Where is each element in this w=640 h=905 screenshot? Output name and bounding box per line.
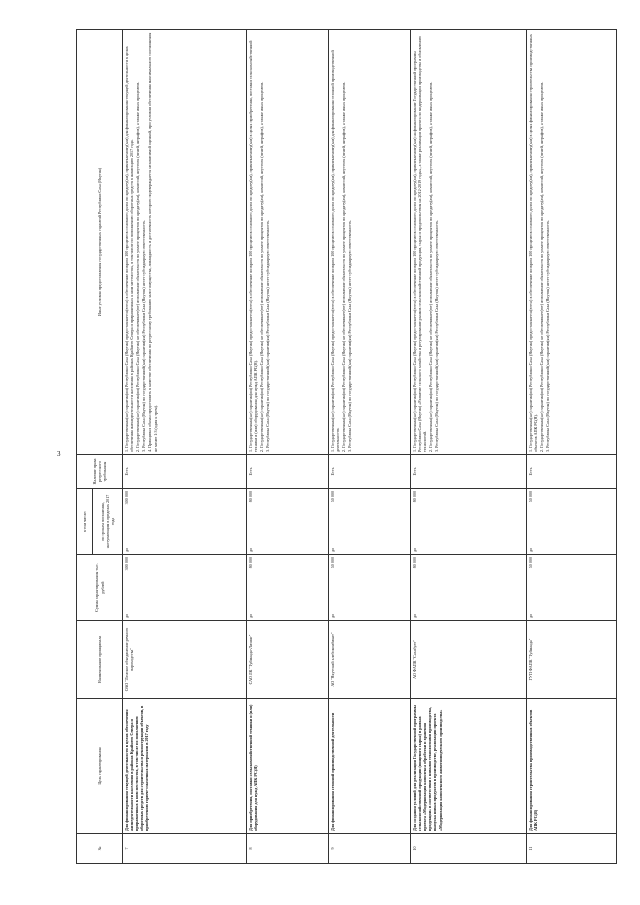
table-row: [411, 30, 527, 864]
incl-value: 80 000: [248, 491, 253, 503]
row-incl: [329, 489, 411, 555]
condition-text: 3. Республика Саха (Якутия) по государственной(ым) гарантии(ям) Республики Саха (Якутия) несет субсидиарную ответственность.: [347, 219, 353, 452]
row-regress: Есть: [329, 455, 411, 489]
row-principal: ГУП ФАПК "Туймаада": [527, 621, 617, 699]
row-conditions: [247, 30, 329, 455]
row-incl: [411, 489, 527, 555]
condition-text: 2. Государственная(ые) гарантия(ии) Республики Саха (Якутия) не обеспечивает(ют) исполнение обязательств по уплате процентов по кредиту(ам), комиссий, неустоек (пеней, штрафов), а также иных процентов.: [341, 81, 347, 452]
row-principal: САО ЛК "Туймаада-Лизинг": [247, 621, 329, 699]
sum-prefix: до: [248, 613, 253, 618]
table-row: [527, 30, 617, 864]
condition-text: 2. Государственная(ые) гарантия(ии) Республики Саха (Якутия) не обеспечивает(ют) исполнение обязательств по уплате процентов по кредиту(ам), комиссий, неустоек (пеней, штрафов), а также иных процентов.: [539, 81, 545, 452]
rotated-table-wrapper: [76, 30, 616, 864]
row-sum: [123, 555, 247, 621]
sum-value: 300 000: [124, 557, 129, 571]
row-goal: Для финансирования строительства производственных объектов АПК РС(Я): [527, 699, 617, 834]
header-regress: Наличие права регрессного требования: [77, 455, 123, 489]
sum-prefix: до: [330, 613, 335, 618]
header-incl: в том числе:: [77, 489, 93, 555]
row-goal: Для приобретения, поставки сельскохозяйственной техники и (или) оборудования для нужд АПК РС(Я): [247, 699, 329, 834]
row-goal: Для финансирования текущей деятельности в целях обеспечения жизнедеятельности населения в районах Крайнего Севера и приравненных к ним местностях, в том числе по пополнению оборотных средств для строительства и реконструкции объектов, в приобретению горюче-смазочных материалов в 2017 году: [123, 699, 247, 834]
row-num: 7: [123, 834, 247, 864]
incl-prefix: до: [528, 547, 533, 552]
condition-text: 2. Государственная(ые) гарантия(ии) Республики Саха (Якутия) не обеспечивает(ют) исполнение обязательств по уплате процентов по кредиту(ам), комиссий, неустоек (пеней, штрафов), а также иных процентов.: [259, 81, 265, 452]
row-regress: Есть: [123, 455, 247, 489]
row-goal: Для финансирования сезонной производственной деятельности: [329, 699, 411, 834]
row-regress: Есть: [527, 455, 617, 489]
header-num: №: [77, 834, 123, 864]
sum-value: 80 000: [248, 557, 253, 569]
condition-text: 2. Государственная(ые) гарантия(ии) Республики Саха (Якутия) не обеспечивает(ют) исполнение обязательств по уплате процентов по кредиту(ам), комиссий, неустоек (пеней, штрафов), а также иных процентов.: [135, 81, 141, 452]
guarantee-table: [76, 29, 617, 864]
sum-prefix: до: [412, 613, 417, 618]
sum-value: 50 000: [528, 557, 533, 569]
row-conditions: [329, 30, 411, 455]
condition-text: 3. Республика Саха (Якутия) по государственной(ым) гарантии(ям) Республики Саха (Якутия) несет субсидиарную ответственность.: [141, 219, 147, 452]
row-principal: ОАО "Ленское объединение речного пароходства": [123, 621, 247, 699]
row-incl: [527, 489, 617, 555]
incl-prefix: до: [124, 547, 129, 552]
row-num: 8: [247, 834, 329, 864]
row-num: 11: [527, 834, 617, 864]
condition-text: 1. Государственная(ые) гарантия(ии) Республики Саха (Якутия) предоставляется(ются) в обеспечение возврата 100 процентов основного долга по кредиту(ам), привлекаемому(ым) для финансирования сезонной производственной деятельности.: [330, 50, 341, 452]
condition-text: 2. Государственная(ые) гарантия(ии) Республики Саха (Якутия) не обеспечивает(ют) исполнение обязательств по уплате процентов по кредиту(ам), комиссий, неустоек (пеней, штрафов), а также иных процентов.: [428, 81, 434, 452]
incl-prefix: до: [412, 547, 417, 552]
incl-value: 300 000: [124, 491, 129, 505]
incl-value: 50 000: [330, 491, 335, 503]
header-sum: Сумма гарантирования тыс. рублей: [77, 555, 123, 621]
header-goal: Цель гарантирования: [77, 699, 123, 834]
row-sum: [527, 555, 617, 621]
table-row: [123, 30, 247, 864]
row-sum: [329, 555, 411, 621]
row-conditions: [123, 30, 247, 455]
page-number: 3: [57, 450, 61, 458]
row-principal: АО "Якутский хлебокомбинат": [329, 621, 411, 699]
row-regress: Есть: [411, 455, 527, 489]
sum-value: 80 000: [412, 557, 417, 569]
row-principal: АО ФАПК "Сахабулт": [411, 621, 527, 699]
incl-prefix: до: [248, 547, 253, 552]
incl-value: 50 000: [528, 491, 533, 503]
row-num: 10: [411, 834, 527, 864]
row-num: 9: [329, 834, 411, 864]
header-conditions: Иные условия предоставления государственных гарантий Республики Саха (Якутия): [77, 30, 123, 455]
row-sum: [411, 555, 527, 621]
table-row: [247, 30, 329, 864]
condition-text: 1. Государственная(ые) гарантия(ии) Республики Саха (Якутия) предоставляется(ются) в обеспечение возврата 100 процентов основного долга по кредиту(ам), привлекаемому(ым) в целях приобретения, поставки сельскохозяйственной техники и (или) оборудования для нужд АПК РС(Я).: [248, 40, 259, 452]
incl-prefix: до: [330, 547, 335, 552]
condition-text: 1. Государственная(ые) гарантия(ии) Республики Саха (Якутия) предоставляется(ются) в обеспечение возврата 100 процентов основного долга по кредиту(ам), привлекаемому(ым) в целях финансирования строительства производственных объектов АПК РС(Я).: [528, 34, 539, 452]
sum-prefix: до: [528, 613, 533, 618]
row-regress: Есть: [247, 455, 329, 489]
sum-prefix: до: [124, 613, 129, 618]
condition-text: 4. Принципал обязан предоставить в качестве обеспечения по регрессному требованию залог имущества, ликвидность и достаточность которого подтверждается независимой оценкой, при условии обеспечения максимального соотношения не менее 1:3 (один к трем).: [147, 32, 158, 452]
header-incl-sub: по срокам погашения, наступающим в пределах 2017 года: [93, 489, 123, 555]
condition-text: 1. Государственная(ые) гарантия(ии) Республики Саха (Якутия) предоставляется(ются) в обеспечение возврата 100 процентов основного долга по кредиту(ам), привлекаемому(ым) на финансирование Государственной программы Республики Саха (Якутия) «Развитие сельского хозяйства и регулирование рынков сельскохозяйственной продукции, сырья и продовольствия на 2012-2019 годы», а также реализации проекта по модернизации производства и обновлению технологий.: [412, 36, 428, 452]
sum-value: 50 000: [330, 557, 335, 569]
table-row: [329, 30, 411, 864]
row-conditions: [411, 30, 527, 455]
condition-text: 3. Республика Саха (Якутия) по государственной(ым) гарантии(ям) Республики Саха (Якутия) несет субсидиарную ответственность.: [545, 219, 551, 452]
header-principal: Наименование принципала: [77, 621, 123, 699]
incl-value: 80 000: [412, 491, 417, 503]
row-goal: Для создания условий для реализации Государственной программы сельскохозяйственной продукции (пищевого сырья) в рамках проекта «Модернизация комплекса обработки и хранения продукции» в соответствии с новыми технологиями производства, выпуска новых продуктов в производстве, реализации проекта «Модернизация комплексного животноводческого производства»: [411, 699, 527, 834]
row-sum: [247, 555, 329, 621]
condition-text: 3. Республика Саха (Якутия) по государственной(ым) гарантии(ям) Республики Саха (Якутия) несет субсидиарную ответственность.: [265, 219, 271, 452]
condition-text: 1. Государственная(ые) гарантия(ии) Республики Саха (Якутия) предоставляется(ются) в обеспечение возврата 100 процентов основного долга по кредиту(ам), привлекаемому(ым) для финансирования текущей деятельности в целях обеспечения жизнедеятельности населения в районах Крайнего Севера и приравненных к ним местностях, в том числе по пополнению оборотных средств в навигацию 2017 года.: [124, 46, 135, 452]
row-incl: [247, 489, 329, 555]
row-incl: [123, 489, 247, 555]
row-conditions: [527, 30, 617, 455]
condition-text: 3. Республика Саха (Якутия) по государственной(ым) гарантии(ям) Республики Саха (Якутия) несет субсидиарную ответственность.: [434, 219, 440, 452]
